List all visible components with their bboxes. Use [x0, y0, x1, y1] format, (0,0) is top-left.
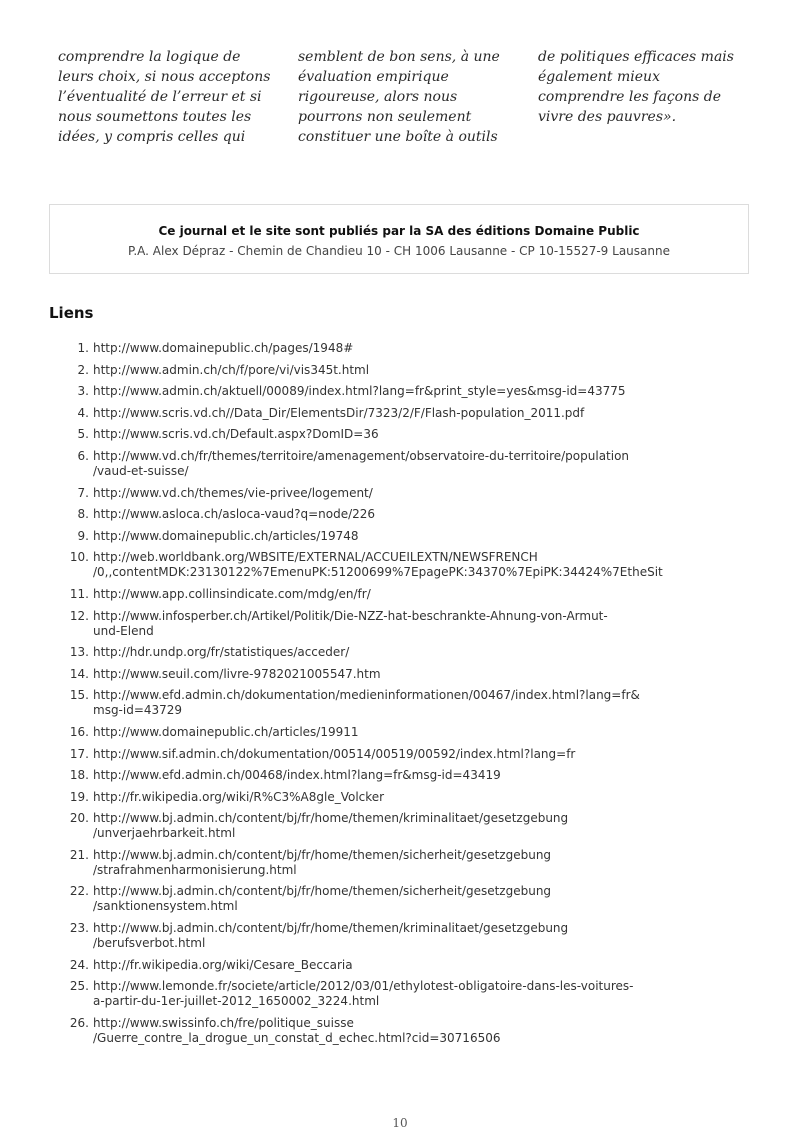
link-list-item — [58, 958, 758, 973]
publisher-box — [49, 204, 749, 274]
link-url[interactable]: http://www.admin.ch/ch/f/pore/vi/vis345t.html — [93, 362, 370, 377]
publisher-address: P.A. Alex Dépraz - Chemin de Chandieu 10 - CH 1006 Lausanne - CP 10-15527-9 Lausanne — [128, 244, 670, 258]
link-url[interactable]: http://www.domainepublic.ch/articles/19748 — [93, 528, 359, 543]
link-number: 13. — [69, 645, 89, 660]
link-url[interactable]: http://www.scris.vd.ch/Default.aspx?DomID=36 — [93, 427, 379, 442]
link-number: 3. — [77, 384, 89, 399]
link-url[interactable]: http://www.swissinfo.ch/fre/politique_suisse /Guerre_contre_la_drogue_un_constat_d_echec.html?cid=30716506 — [93, 1015, 501, 1045]
link-url[interactable]: http://www.vd.ch/themes/vie-privee/logement/ — [93, 485, 373, 500]
link-list-item — [58, 848, 758, 878]
link-url[interactable]: http://hdr.undp.org/fr/statistiques/acceder/ — [93, 645, 350, 660]
link-list-item — [58, 645, 758, 660]
article-column-1 — [58, 47, 298, 147]
links-heading: Liens — [49, 304, 94, 322]
link-list-item — [58, 811, 758, 841]
article-paragraph: semblent de bon sens, à une évaluation empirique rigoureuse, alors nous pourrons non seulement constituer une boîte à outils — [298, 49, 500, 145]
link-url[interactable]: http://www.scris.vd.ch//Data_Dir/ElementsDir/7323/2/F/Flash-population_2011.pdf — [93, 405, 585, 420]
link-number: 23. — [69, 921, 89, 936]
link-number: 14. — [69, 666, 89, 681]
link-number: 21. — [69, 847, 89, 862]
links-list — [58, 341, 758, 1052]
link-url[interactable]: http://www.efd.admin.ch/00468/index.html?lang=fr&msg-id=43419 — [93, 768, 501, 783]
link-number: 10. — [69, 550, 89, 565]
link-url[interactable]: http://www.seuil.com/livre-9782021005547.htm — [93, 666, 381, 681]
link-list-item — [58, 449, 758, 479]
link-number: 22. — [69, 884, 89, 899]
link-list-item — [58, 341, 758, 356]
link-list-item — [58, 507, 758, 522]
link-url[interactable]: http://www.bj.admin.ch/content/bj/fr/home/themen/kriminalitaet/gesetzgebung /unverjaehrbarkeit.html — [93, 811, 569, 841]
article-text-columns — [58, 47, 758, 147]
link-number: 5. — [77, 427, 89, 442]
link-url[interactable]: http://www.app.collinsindicate.com/mdg/en/fr/ — [93, 586, 371, 601]
link-list-item — [58, 1016, 758, 1046]
link-url[interactable]: http://fr.wikipedia.org/wiki/Cesare_Beccaria — [93, 957, 353, 972]
link-list-item — [58, 725, 758, 740]
link-list-item — [58, 486, 758, 501]
link-list-item — [58, 768, 758, 783]
link-url[interactable]: http://www.lemonde.fr/societe/article/2012/03/01/ethylotest-obligatoire-dans-les-voitures- a-partir-du-1er-juillet-2012_1650002_3224.html — [93, 979, 634, 1009]
link-list-item — [58, 921, 758, 951]
link-list-item — [58, 790, 758, 805]
link-number: 24. — [69, 957, 89, 972]
link-list-item — [58, 688, 758, 718]
link-list-item — [58, 427, 758, 442]
link-url[interactable]: http://www.efd.admin.ch/dokumentation/medieninformationen/00467/index.html?lang=fr& msg-id=43729 — [93, 688, 640, 718]
link-url[interactable]: http://www.bj.admin.ch/content/bj/fr/home/themen/sicherheit/gesetzgebung /strafrahmenharmonisierung.html — [93, 847, 552, 877]
link-list-item — [58, 884, 758, 914]
link-url[interactable]: http://www.admin.ch/aktuell/00089/index.html?lang=fr&print_style=yes&msg-id=43775 — [93, 384, 626, 399]
link-number: 2. — [77, 362, 89, 377]
link-number: 15. — [69, 688, 89, 703]
link-number: 11. — [69, 586, 89, 601]
link-url[interactable]: http://www.asloca.ch/asloca-vaud?q=node/226 — [93, 507, 376, 522]
page-number: 10 — [392, 1116, 408, 1130]
article-paragraph: de politiques efficaces mais également mieux comprendre les façons de vivre des pauvres». — [538, 49, 734, 125]
link-url[interactable]: http://www.domainepublic.ch/pages/1948# — [93, 341, 354, 355]
link-url[interactable]: http://www.infosperber.ch/Artikel/Politik/Die-NZZ-hat-beschrankte-Ahnung-von-Armut- und-Elend — [93, 608, 608, 638]
link-list-item — [58, 406, 758, 421]
link-url[interactable]: http://www.domainepublic.ch/articles/19911 — [93, 724, 359, 739]
link-list-item — [58, 384, 758, 399]
article-paragraph: comprendre la logique de leurs choix, si nous acceptons l’éventualité de l’erreur et si nous soumettons toutes les idées, y compris celles qui — [58, 49, 271, 145]
link-number: 12. — [69, 608, 89, 623]
link-list-item — [58, 587, 758, 602]
article-column-3 — [538, 47, 758, 147]
link-number: 19. — [69, 789, 89, 804]
link-number: 8. — [77, 507, 89, 522]
link-url[interactable]: http://www.sif.admin.ch/dokumentation/00514/00519/00592/index.html?lang=fr — [93, 746, 576, 761]
link-number: 9. — [77, 528, 89, 543]
link-url[interactable]: http://www.bj.admin.ch/content/bj/fr/home/themen/kriminalitaet/gesetzgebung /berufsverbot.html — [93, 921, 569, 951]
link-number: 17. — [69, 746, 89, 761]
article-column-2 — [298, 47, 538, 147]
link-number: 16. — [69, 724, 89, 739]
link-list-item — [58, 979, 758, 1009]
link-number: 4. — [77, 405, 89, 420]
publisher-title: Ce journal et le site sont publiés par la SA des éditions Domaine Public — [158, 224, 640, 238]
link-list-item — [58, 363, 758, 378]
link-url[interactable]: http://web.worldbank.org/WBSITE/EXTERNAL/ACCUEILEXTN/NEWSFRENCH /0,,contentMDK:23130122%7EmenuPK:51200699%7EpagePK:34370%7EpiPK:34424%7EtheSit — [93, 550, 663, 580]
link-list-item — [58, 550, 758, 580]
link-list-item — [58, 747, 758, 762]
link-number: 7. — [77, 485, 89, 500]
link-number: 6. — [77, 448, 89, 463]
link-number: 20. — [69, 811, 89, 826]
link-number: 26. — [69, 1015, 89, 1030]
link-url[interactable]: http://www.bj.admin.ch/content/bj/fr/home/themen/sicherheit/gesetzgebung /sanktionensystem.html — [93, 884, 552, 914]
link-url[interactable]: http://fr.wikipedia.org/wiki/R%C3%A8gle_Volcker — [93, 789, 385, 804]
link-url[interactable]: http://www.vd.ch/fr/themes/territoire/amenagement/observatoire-du-territoire/population /vaud-et-suisse/ — [93, 448, 630, 478]
link-list-item — [58, 609, 758, 639]
link-number: 1. — [77, 341, 89, 355]
link-list-item — [58, 667, 758, 682]
link-list-item — [58, 529, 758, 544]
link-number: 25. — [69, 979, 89, 994]
link-number: 18. — [69, 768, 89, 783]
